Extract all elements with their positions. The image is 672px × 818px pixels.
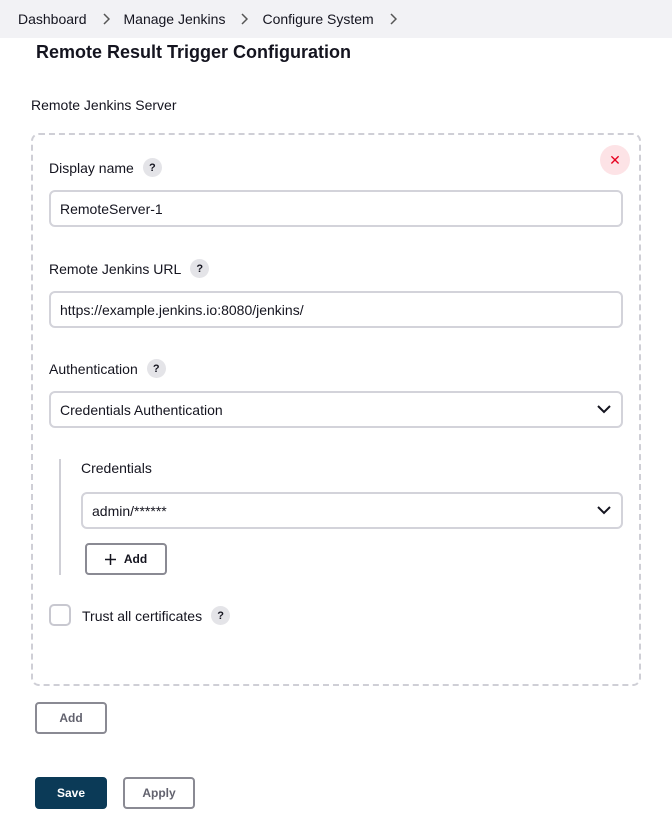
plus-icon: [105, 554, 116, 565]
authentication-label-text: Authentication: [49, 360, 138, 377]
section-label: Remote Jenkins Server: [31, 97, 177, 113]
remote-url-label-text: Remote Jenkins URL: [49, 260, 182, 277]
close-icon: ✕: [609, 152, 621, 168]
delete-server-button[interactable]: [600, 145, 630, 175]
add-server-button[interactable]: Add: [35, 702, 107, 734]
help-icon[interactable]: ?: [147, 359, 166, 378]
breadcrumb: [0, 0, 672, 38]
help-icon[interactable]: ?: [143, 158, 162, 177]
authentication-selected-value: Credentials Authentication: [60, 401, 223, 418]
trust-certificates-label-text[interactable]: Trust all certificates: [82, 607, 203, 624]
remote-url-label: [49, 259, 209, 278]
page-title: Remote Result Trigger Configuration: [36, 42, 352, 62]
chevron-down-icon: [597, 405, 611, 414]
add-credentials-button[interactable]: [85, 543, 167, 575]
breadcrumb-link[interactable]: Dashboard: [18, 11, 87, 27]
display-name-label-text: Display name: [49, 159, 134, 176]
breadcrumb-link[interactable]: Configure System: [262, 11, 374, 27]
trust-certificates-checkbox[interactable]: [49, 604, 71, 626]
display-name-label: [49, 158, 162, 177]
breadcrumb-link[interactable]: Manage Jenkins: [123, 11, 226, 27]
remote-url-input[interactable]: [49, 291, 623, 328]
nested-section-rule: [59, 459, 61, 575]
apply-button[interactable]: Apply: [123, 777, 195, 809]
chevron-right-icon: [103, 13, 110, 25]
breadcrumb-item-dashboard[interactable]: [18, 11, 124, 27]
credentials-selected-value: admin/******: [92, 502, 167, 519]
save-button[interactable]: Save: [35, 777, 107, 809]
authentication-label: [49, 359, 166, 378]
breadcrumb-item-configure-system[interactable]: [262, 11, 410, 27]
help-icon[interactable]: ?: [190, 259, 209, 278]
add-credentials-label: Add: [123, 552, 148, 566]
trust-certificates-label[interactable]: [82, 606, 230, 625]
credentials-select[interactable]: [81, 492, 623, 529]
chevron-right-icon: [241, 13, 248, 25]
credentials-label-text: Credentials: [81, 460, 152, 476]
chevron-right-icon: [390, 13, 397, 25]
credentials-label: [81, 460, 152, 476]
authentication-select[interactable]: [49, 391, 623, 428]
chevron-down-icon: [597, 506, 611, 515]
breadcrumb-item-manage-jenkins[interactable]: [124, 11, 263, 27]
help-icon[interactable]: ?: [211, 606, 230, 625]
display-name-input[interactable]: [49, 190, 623, 227]
